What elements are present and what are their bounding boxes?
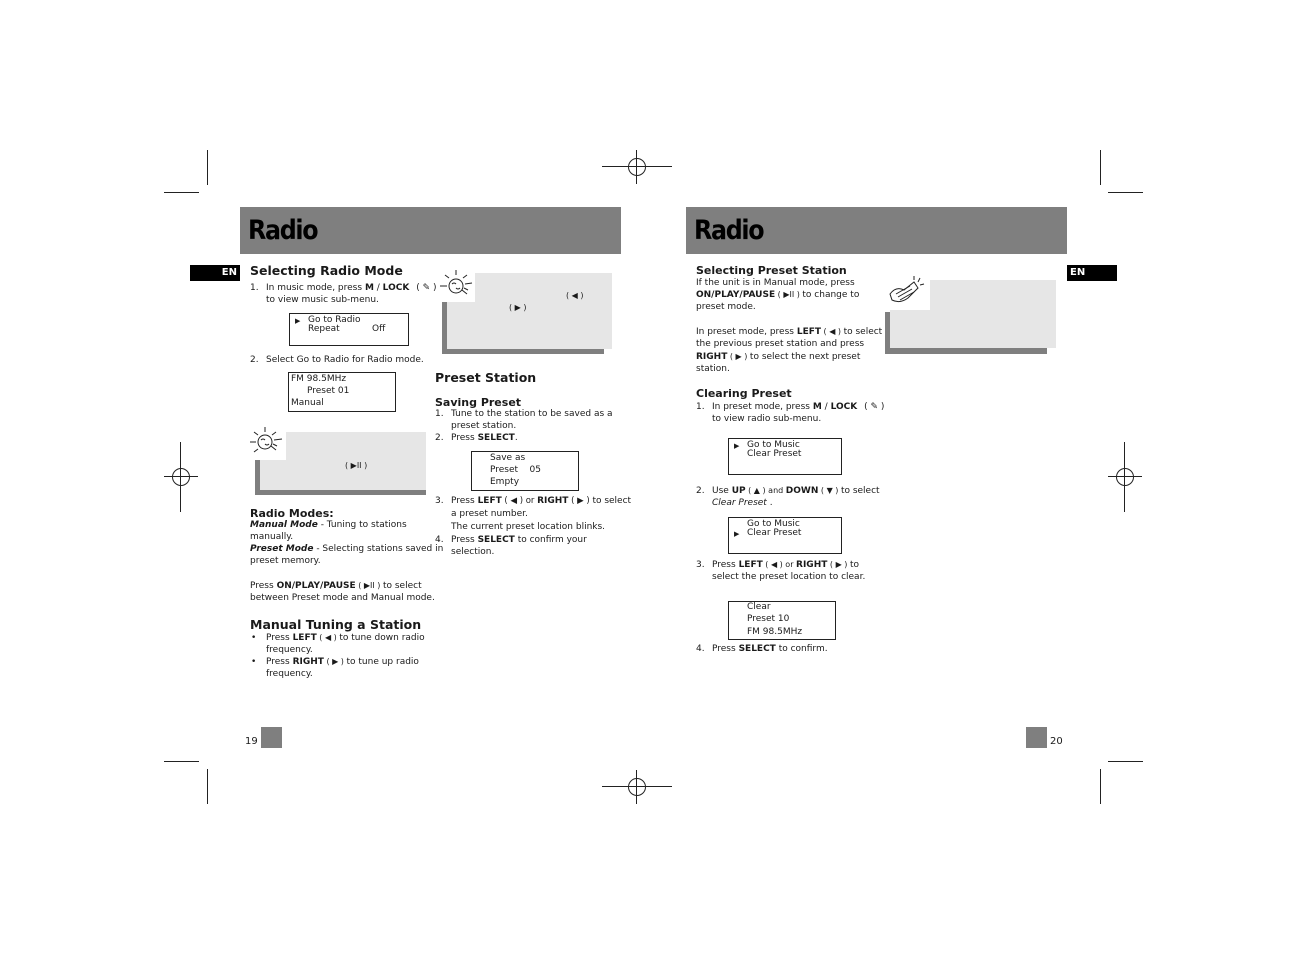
cursor-arrow-icon: ▶ [295,317,301,325]
step-text: Press LEFT ( ◀ ) or RIGHT ( ▶ ) to [712,560,859,570]
step-number: 3. [435,496,444,506]
left-arrow-icon: ( ◀ ) [821,327,844,336]
lcd-display: FM 98.5MHz Preset 01 Manual [288,372,396,412]
paragraph: ON/PLAY/PAUSE ( ▶II ) to change to [696,290,860,300]
paragraph: Manual Mode - Tuning to stations [250,520,407,530]
bullet-text: frequency. [266,645,313,655]
section-heading: Radio Modes: [250,507,334,520]
paragraph: preset memory. [250,556,321,566]
lcd-display: ▶ Go to Radio Repeat Off [289,313,409,346]
paragraph: In preset mode, press LEFT ( ◀ ) to select [696,327,883,337]
page-number: 20 [1050,736,1063,747]
step-number: 1. [250,283,259,293]
page-number: 19 [245,736,258,747]
page-marker [1026,727,1047,748]
section-heading: Manual Tuning a Station [250,617,422,632]
step-text: Press SELECT to confirm your [451,535,587,545]
section-heading: Clearing Preset [696,387,792,400]
step-text: Press SELECT to confirm. [712,644,828,654]
play-pause-icon: ( ▶II ) [775,290,803,299]
paragraph: preset mode. [696,302,756,312]
registration-mark-left [164,460,198,494]
bullet-dot: • [251,657,257,667]
step-text: The current preset location blinks. [451,522,606,532]
tip-hand-note-icon [884,272,930,310]
paragraph: between Preset mode and Manual mode. [250,593,435,603]
left-arrow-icon: ( ◀ ) [566,291,584,300]
paragraph: manually. [250,532,294,542]
step-text: Select Go to Radio for Radio mode. [266,355,424,365]
language-tab: EN [1067,265,1117,281]
bullet-text: Press LEFT ( ◀ ) to tune down radio [266,633,425,643]
lcd-display: Clear Preset 10 FM 98.5MHz [728,601,836,640]
bullet-dot: • [251,633,257,643]
step-text: Press SELECT. [451,433,518,443]
step-number: 2. [696,486,705,496]
step-number: 4. [435,535,444,545]
cursor-arrow-icon: ▶ [734,530,740,538]
paragraph: RIGHT ( ▶ ) to select the next preset [696,352,861,362]
bullet-text: frequency. [266,669,313,679]
step-number: 1. [696,402,705,412]
step-text: to view music sub-menu. [266,295,379,305]
tip-bulb-icon [437,264,475,302]
registration-mark-bottom [620,770,654,804]
play-pause-icon: ( ▶II ) [345,461,368,470]
step-text: Use UP ( ▲ ) and DOWN ( ▼ ) to select [712,486,880,496]
lcd-display: Save as Preset 05 Empty [471,451,579,491]
lock-icon: ( ✎ ) [416,283,437,293]
lcd-display: ▶ Go to Music Clear Preset [728,438,842,475]
right-arrow-icon: ( ▶ ) [727,352,750,361]
bullet-text: Press RIGHT ( ▶ ) to tune up radio [266,657,419,667]
registration-mark-right [1108,460,1142,494]
step-number: 3. [696,560,705,570]
step-text: to view radio sub-menu. [712,414,822,424]
language-tab: EN [190,265,240,281]
step-text: In music mode, press M / LOCK ( ✎ ) [266,283,437,293]
step-text: In preset mode, press M / LOCK ( ✎ ) [712,402,885,412]
tip-bulb-icon [248,422,286,460]
section-heading: Selecting Radio Mode [250,263,403,278]
step-text: Press LEFT ( ◀ ) or RIGHT ( ▶ ) to select [451,496,632,506]
step-text: Clear Preset . [712,498,773,508]
step-number: 1. [435,409,444,419]
step-text: preset station. [451,421,517,431]
right-arrow-icon: ( ▶ ) [509,303,527,312]
section-heading: Selecting Preset Station [696,264,847,277]
right-arrow-icon: ( ▶ ) [323,657,347,666]
paragraph: If the unit is in Manual mode, press [696,278,855,288]
step-number: 4. [696,644,705,654]
step-number: 2. [435,433,444,443]
page-marker [261,727,282,748]
lock-icon: ( ✎ ) [864,402,885,412]
step-text: select the preset location to clear. [712,572,866,582]
paragraph: the previous preset station and press [696,339,865,349]
page-title: Radio [248,215,318,246]
page-banner [240,207,621,254]
paragraph: Press ON/PLAY/PAUSE ( ▶II ) to select [250,581,422,591]
paragraph: Preset Mode - Selecting stations saved in [250,544,444,554]
paragraph: station. [696,364,730,374]
step-text: Tune to the station to be saved as a [451,409,613,419]
cursor-arrow-icon: ▶ [734,442,740,450]
page-title: Radio [694,215,764,246]
page-banner [686,207,1067,254]
play-pause-icon: ( ▶II ) [355,581,383,590]
step-number: 2. [250,355,259,365]
step-text: selection. [451,547,495,557]
step-text: a preset number. [451,509,528,519]
registration-mark-top [620,150,654,184]
section-heading: Preset Station [435,370,537,385]
lcd-display: Go to Music ▶ Clear Preset [728,517,842,554]
left-arrow-icon: ( ◀ ) [316,633,340,642]
sub-heading: Saving Preset [435,396,522,409]
